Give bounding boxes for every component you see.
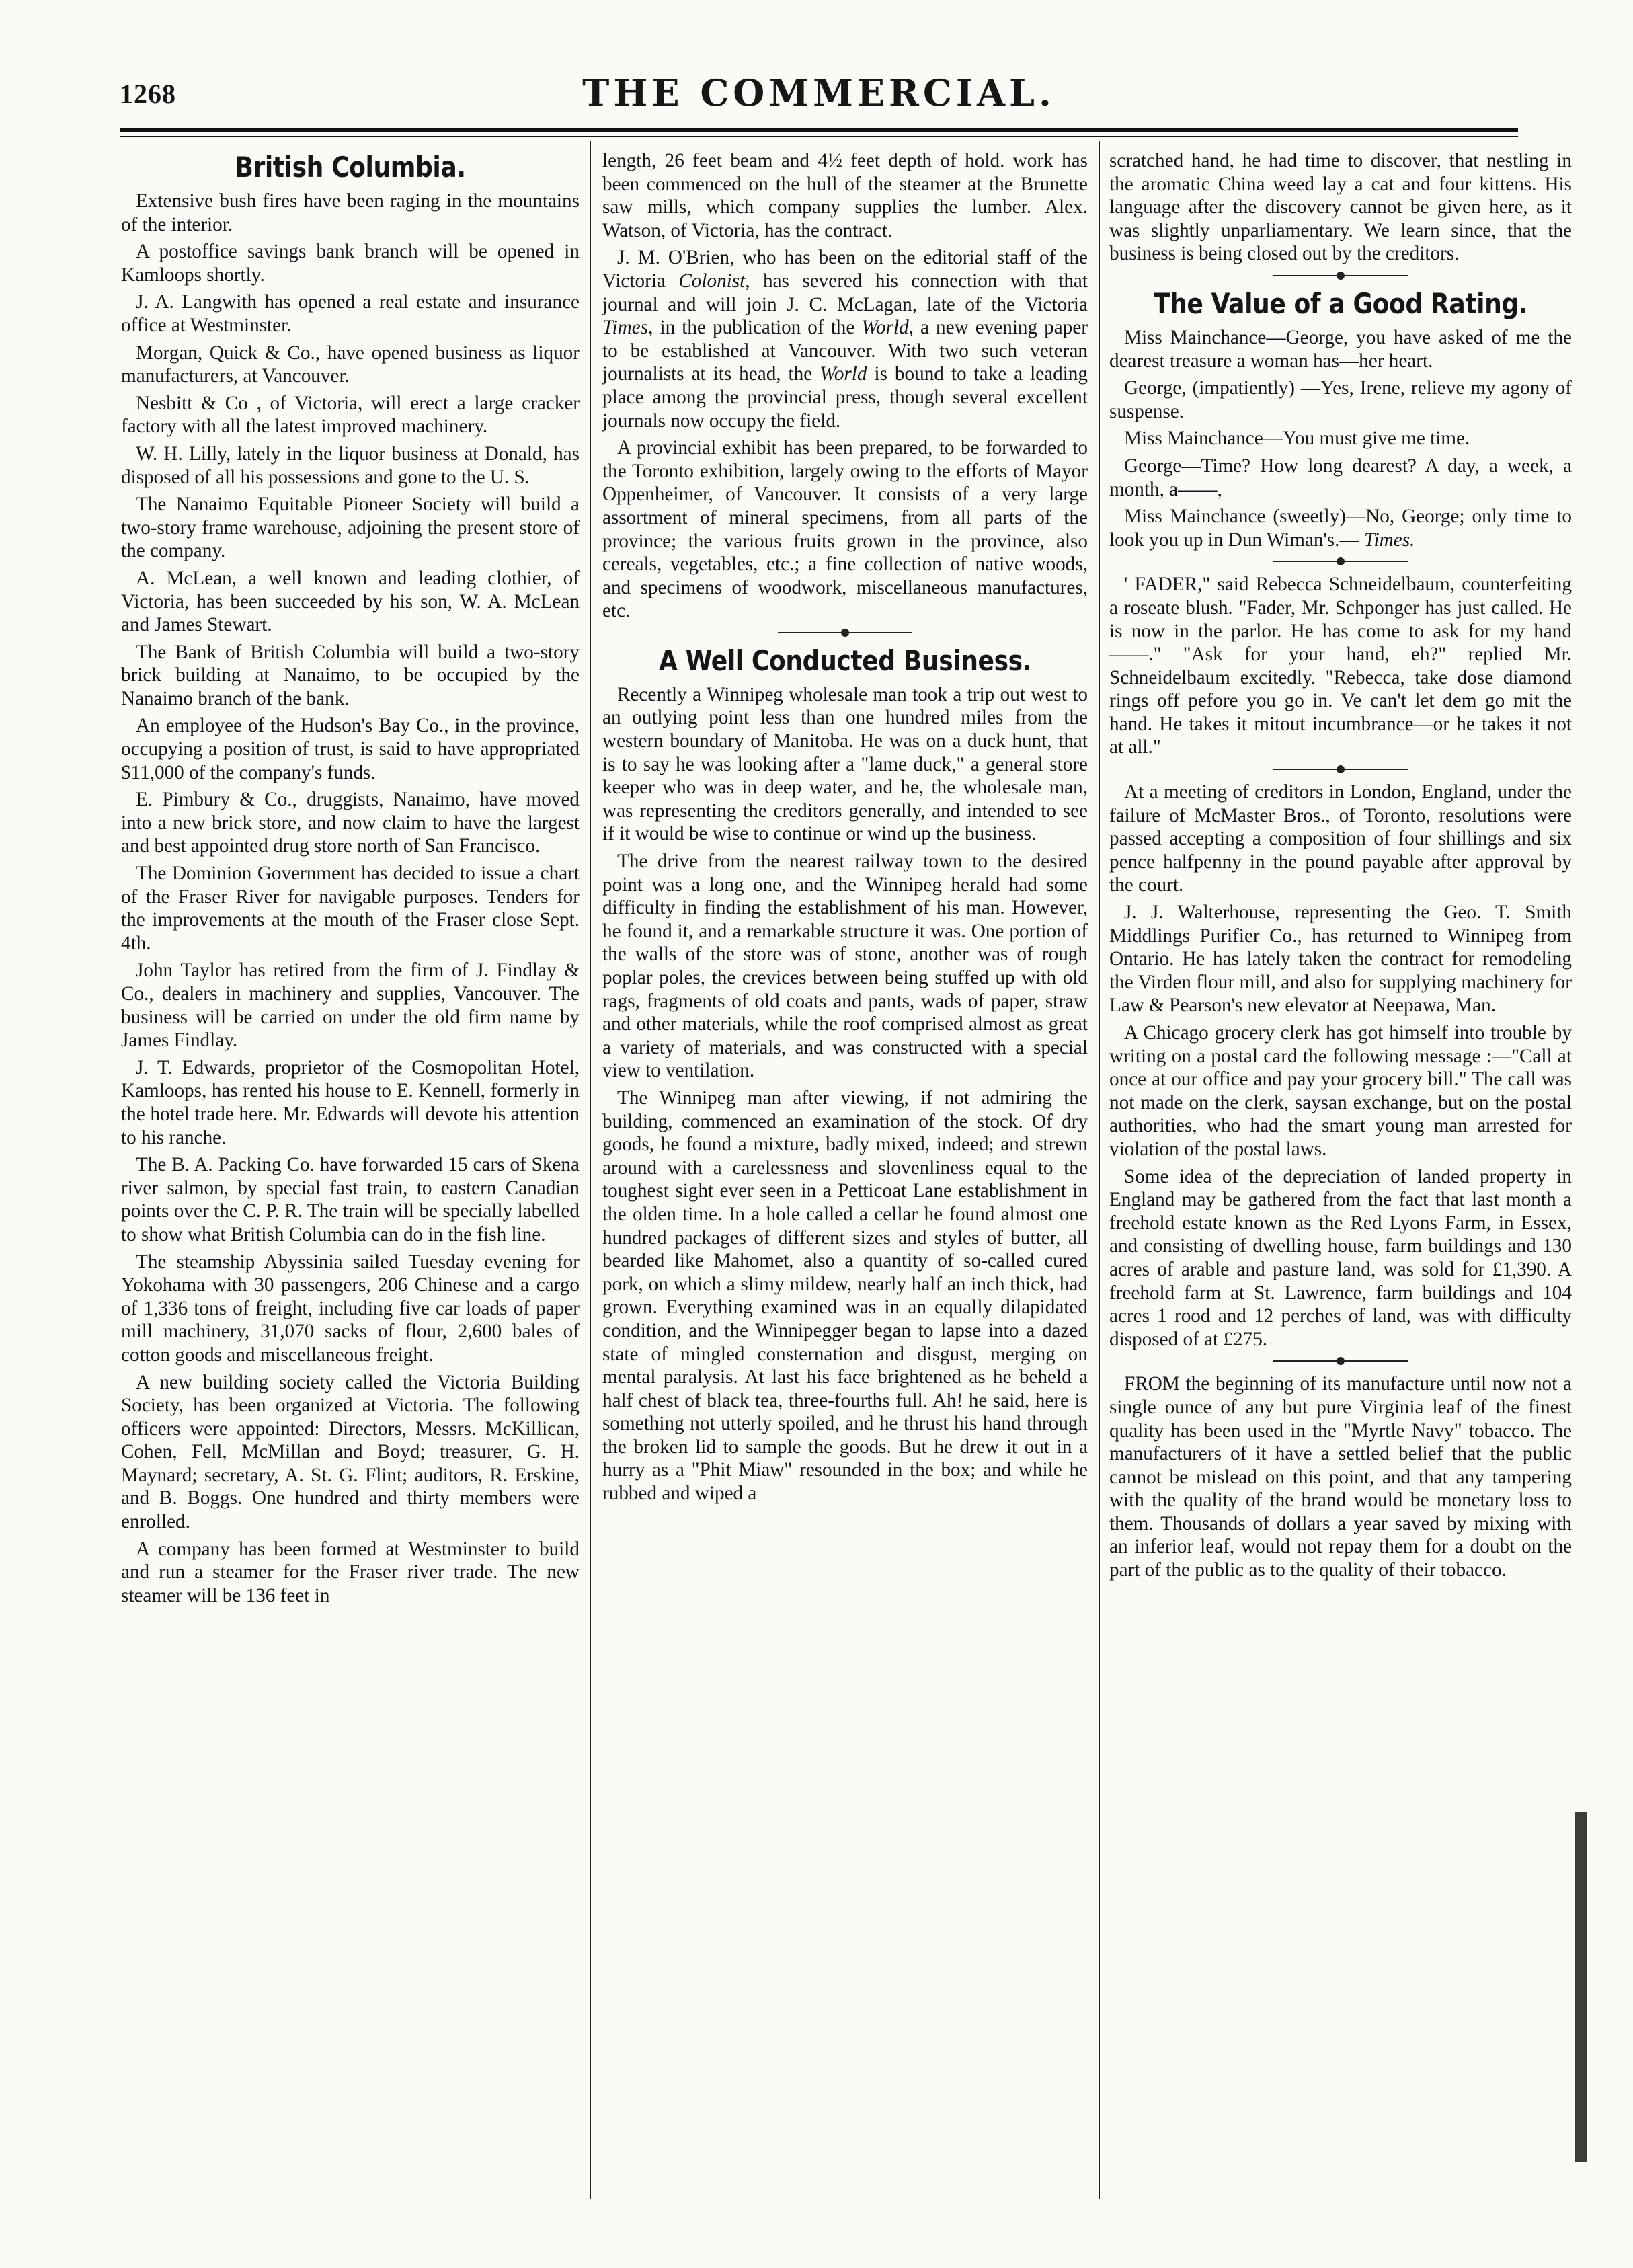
section-separator [1273, 275, 1408, 276]
news-item: John Taylor has retired from the firm of J. Findlay & Co., dealers in machinery and supplies, Vancouver. The business will be carried on under the old firm name by James Findlay. [121, 960, 580, 1052]
news-item: length, 26 feet beam and 4½ feet depth of hold. work has been commenced on the hull of the steamer at the Brunette saw mills, which company supplies the lumber. Alex. Watson, of Victoria, has the contract. [602, 150, 1088, 241]
news-item: The steamship Abyssinia sailed Tuesday evening for Yokohama with 30 passengers, 206 Chinese and a cargo of 1,336 tons of freight, including five car loads of paper mill machinery, 31,070 sacks of flour, 2,600 bales of cotton goods and miscellaneous freight. [121, 1251, 580, 1366]
news-item: A company has been formed at Westminster to build and run a steamer for the Fraser river trade. The new steamer will be 136 feet in [121, 1538, 580, 1606]
dialogue-line: Miss Mainchance—You must give me time. [1124, 428, 1470, 450]
section-heading-british-columbia: British Columbia. [235, 151, 466, 184]
news-item: A Chicago grocery clerk has got himself into trouble by writing on a postal card the following message :—"Call at once at our office and pay your grocery bill." The call was not made on the clerk, saysan exchange, but on the postal authorities, who had the smart young man arrested for violation of the postal laws. [1109, 1022, 1572, 1160]
news-item: The B. A. Packing Co. have forwarded 15 cars of Skena river salmon, by special fast train, to eastern Canadian points over the C. P. R. The train will be specially labelled to show what British Columbia can do in the fish line. [121, 1154, 580, 1245]
news-item: The Nanaimo Equitable Pioneer Society will build a two-story frame warehouse, adjoining the present store of the company. [121, 494, 580, 562]
section-separator [778, 632, 912, 633]
news-item: J. J. Walterhouse, representing the Geo. T. Smith Middlings Purifier Co., has returned to Winnipeg from Ontario. He has lately taken the contract for remodeling the Virden flour mill, and also for supplying machinery for Law & Pearson's new elevator at Neepawa, Man. [1109, 902, 1572, 1017]
news-item: A postoffice savings bank branch will be opened in Kamloops shortly. [121, 241, 580, 286]
page-number: 1268 [120, 79, 176, 109]
masthead-title: THE COMMERCIAL. [582, 71, 1056, 114]
header-rule-thin [120, 136, 1518, 137]
news-item: Morgan, Quick & Co., have opened business as liquor manufacturers, at Vancouver. [121, 342, 580, 387]
article-heading-well-conducted-business: A Well Conducted Business. [658, 643, 1032, 677]
news-item: W. H. Lilly, lately in the liquor business at Donald, has disposed of all his possessions and gone to the U. S. [121, 442, 580, 488]
news-item: J. A. Langwith has opened a real estate and insurance office at Westminster. [121, 291, 580, 336]
scan-edge-shadow [1575, 1812, 1587, 2162]
news-item: A new building society called the Victoria Building Society, has been organized at Victoria. The following officers were appointed: Directors, Messrs. McKillican, Cohen, Fell, McMillan and Boyd; treasurer, G. H. Maynard; secretary, A. St. G. Flint; auditors, R. Erskine, and B. Boggs. One hundred and thirty members were enrolled. [121, 1371, 580, 1533]
news-item: A. McLean, a well known and leading clothier, of Victoria, has been succeeded by his son, W. A. McLean and James Stewart. [121, 567, 580, 636]
news-item: J. T. Edwards, proprietor of the Cosmopolitan Hotel, Kamloops, has rented his house to E. Kennell, formerly in the hotel trade here. Mr. Edwards will devote his attention to his ranche. [121, 1056, 580, 1148]
article-heading-value-of-good-rating: The Value of a Good Rating. [1153, 286, 1528, 320]
news-item: A provincial exhibit has been prepared, to be forwarded to the Toronto exhibition, largely owing to the efforts of Mayor Oppenheimer, of Vancouver. It consists of a very large assortment of mineral specimens, from all parts of the province; the various fruits grown in the province, also cereals, vegetables, etc.; a fine collection of native woods, and specimens of woodwork, miscellaneous manufactures, etc. [602, 437, 1088, 622]
column-2 [602, 149, 1088, 2197]
news-item: At a meeting of creditors in London, England, under the failure of McMaster Bros., of Toronto, resolutions were passed accepting a composition of four shillings and six pence halfpenny in the pound payable after approval by the court. [1109, 781, 1572, 896]
news-item: Some idea of the depreciation of landed property in England may be gathered from the fact that last month a freehold estate known as the Red Lyons Farm, in Essex, and consisting of dwelling house, farm buildings and 130 acres of arable and pasture land, was sold for £1,390. A freehold farm at St. Lawrence, farm buildings and 104 acres 1 rood and 12 perches of land, was with difficulty disposed of at £275. [1109, 1165, 1572, 1350]
column-divider [1099, 141, 1100, 2199]
news-item: FROM the beginning of its manufacture until now not a single ounce of any but pure Virginia leaf of the finest quality has been used in the "Myrtle Navy" tobacco. The manufacturers of it have a settled belief that the public cannot be mislead on this point, and that any tampering with the quality of the brand would be monetary loss to them. Thousands of dollars a year saved by mixing with an inferior leaf, would not repay them for a doubt on the part of the public as to the quality of their tobacco. [1109, 1373, 1572, 1581]
section-separator [1273, 1360, 1408, 1362]
section-separator [1273, 561, 1408, 562]
dialogue-line: George, (impatiently) —Yes, Irene, relieve my agony of suspense. [1109, 377, 1572, 422]
news-item: Extensive bush fires have been raging in the mountains of the interior. [121, 190, 580, 235]
column-1 [121, 149, 580, 2197]
dialogue-line: Miss Mainchance—George, you have asked of me the dearest treasure a woman has—her heart. [1109, 326, 1572, 372]
article-paragraph: scratched hand, he had time to discover, that nestling in the aromatic China weed lay a cat and four kittens. His language after the discovery cannot be given here, as it was slightly unparliamentary. We learn since, that the business is being closed out by the creditors. [1109, 150, 1572, 265]
article-paragraph: The drive from the nearest railway town to the desired point was a long one, and the Winnipeg herald had some difficulty in finding the establishment of his man. However, he found it, and a remarkable structure it was. One portion of the walls of the store was of stone, another was of rough poplar poles, the crevices between being stuffed up with old rags, fragments of old coats and pants, wads of paper, straw and other materials, while the roof comprised almost as great a variety of materials, and was constructed with a special view to ventilation. [602, 851, 1088, 1082]
news-item: The Dominion Government has decided to issue a chart of the Fraser River for navigable purposes. Tenders for the improvements at the mouth of the Fraser close Sept. 4th. [121, 863, 580, 954]
article-paragraph: The Winnipeg man after viewing, if not admiring the building, commenced an examination of the stock. Of dry goods, he found a mixture, badly mixed, indeed; and strewn around with a carelessness and slovenliness equal to the toughest sight ever seen in a Petticoat Lane establishment in the olden time. In a hole called a cellar he found almost one hundred packages of different sizes and styles of butter, all bearded like Mahomet, also a quantity of so-called cured pork, on which a slimy mildew, nearly half an inch thick, had grown. Everything examined was in an equally dilapidated condition, and the Winnipegger began to lapse into a dazed state of mingled consternation and disgust, merging on mental paralysis. At last his face brightened as he beheld a half chest of black tea, three-fourths full. Ah! he said, here is something not utterly spoiled, and he thrust his hand through the broken lid to sample the goods. But he drew it out in a hurry as a "Phit Miaw" resounded in the box; and while he rubbed and wiped a [602, 1087, 1088, 1505]
section-separator [1273, 769, 1408, 770]
column-3 [1109, 149, 1572, 2197]
page-header [120, 69, 1518, 132]
news-item: J. M. O'Brien, who has been on the editorial staff of the Victoria Colonist, has severed his connection with that journal and will join J. C. McLagan, late of the Victoria Times, in the publication of the World, a new evening paper to be established at Vancouver. With two such veteran journalists at its head, the World is bound to take a leading place among the provincial press, though several excellent journals now occupy the field. [602, 247, 1088, 432]
news-item: ' FADER," said Rebecca Schneidelbaum, counterfeiting a roseate blush. "Fader, Mr. Schponger has just called. He is now in the parlor. He has come to ask for my hand——." "Ask for your hand, eh?" replied Mr. Schneidelbaum excitedly. "Rebecca, take dose diamond rings off pefore you go in. Ve can't let dem go mit the hand. He takes it mitout incumbrance—or he takes it not at all." [1109, 574, 1572, 758]
dialogue-line: George—Time? How long dearest? A day, a week, a month, a——, [1109, 455, 1572, 500]
header-rule-thick [120, 128, 1518, 132]
article-paragraph: Recently a Winnipeg wholesale man took a trip out west to an outlying point less than one hundred miles from the western boundary of Manitoba. He was on a duck hunt, that is to say he was looking after a "lame duck," a general store keeper who was in deep water, and he, the wholesale man, was representing the creditors generally, and intended to see if it would be wise to continue or wind up the business. [602, 683, 1088, 845]
news-item: An employee of the Hudson's Bay Co., in the province, occupying a position of trust, is said to have appropriated $11,000 of the company's funds. [121, 715, 580, 783]
news-item: Nesbitt & Co , of Victoria, will erect a large cracker factory with all the latest improved machinery. [121, 392, 580, 438]
news-item: E. Pimbury & Co., druggists, Nanaimo, have moved into a new brick store, and now claim to have the largest and best appointed drug store north of San Francisco. [121, 789, 580, 857]
dialogue-line: Miss Mainchance (sweetly)—No, George; only time to look you up in Dun Wiman's.— Times. [1109, 506, 1572, 551]
column-divider [590, 141, 591, 2199]
news-item: The Bank of British Columbia will build a two-story brick building at Nanaimo, to be occupied by the Nanaimo branch of the bank. [121, 641, 580, 709]
